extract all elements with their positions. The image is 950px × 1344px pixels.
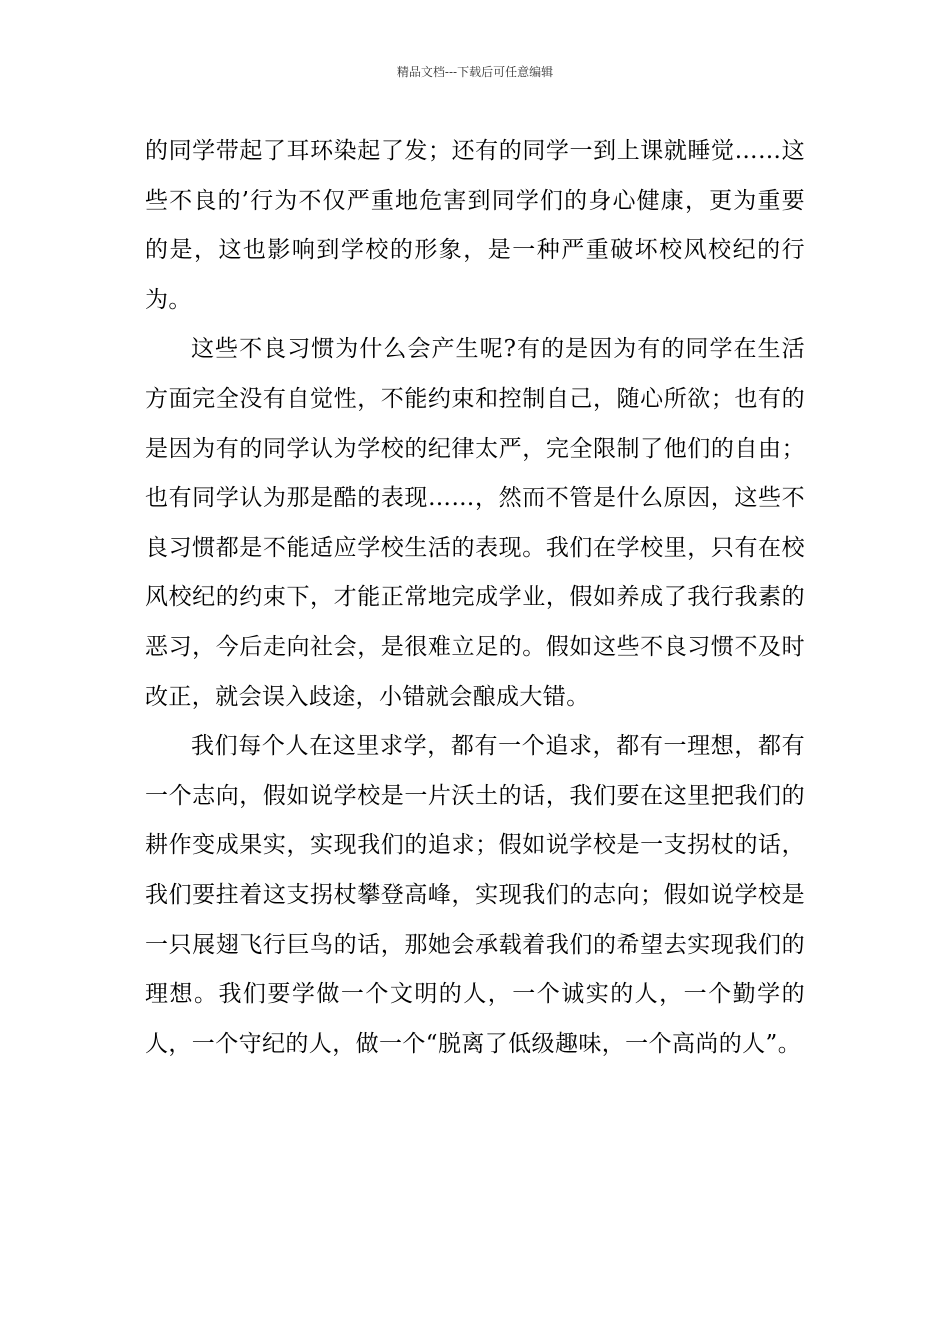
paragraph-aspirations: 我们每个人在这里求学，都有一个追求，都有一理想，都有一个志向，假如说学校是一片沃土的话，我们要在这里把我们的耕作变成果实，实现我们的追求；假如说学校是一支拐杖的话，我们要拄着这支拐杖攀登高峰，实现我们的志向；假如说学校是一只展翅飞行巨鸟的话，那她会承载着我们的希望去实现我们的理想。我们要学做一个文明的人，一个诚实的人，一个勤学的人，一个守纪的人，做一个“脱离了低级趣味，一个高尚的人”。 [145,733,805,1057]
page-header: 精品文档---下载后可任意编辑 [396,65,554,79]
document-body [145,127,805,1069]
paragraph-bad-habits-causes: 这些不良习惯为什么会产生呢?有的是因为有的同学在生活方面完全没有自觉性，不能约束和控制自己，随心所欲；也有的是因为有的同学认为学校的纪律太严，完全限制了他们的自由；也有同学认为那是酷的表现……，然而不管是什么原因，这些不良习惯都是不能适应学校生活的表现。我们在学校里，只有在校风校纪的约束下，才能正常地完成学业，假如养成了我行我素的恶习，今后走向社会，是很难立足的。假如这些不良习惯不及时改正，就会误入歧途，小错就会酿成大错。 [145,336,805,710]
paragraph-continuation: 的同学带起了耳环染起了发；还有的同学一到上课就睡觉……这些不良的’行为不仅严重地危害到同学们的身心健康，更为重要的是，这也影响到学校的形象，是一种严重破坏校风校纪的行为。 [145,138,805,313]
